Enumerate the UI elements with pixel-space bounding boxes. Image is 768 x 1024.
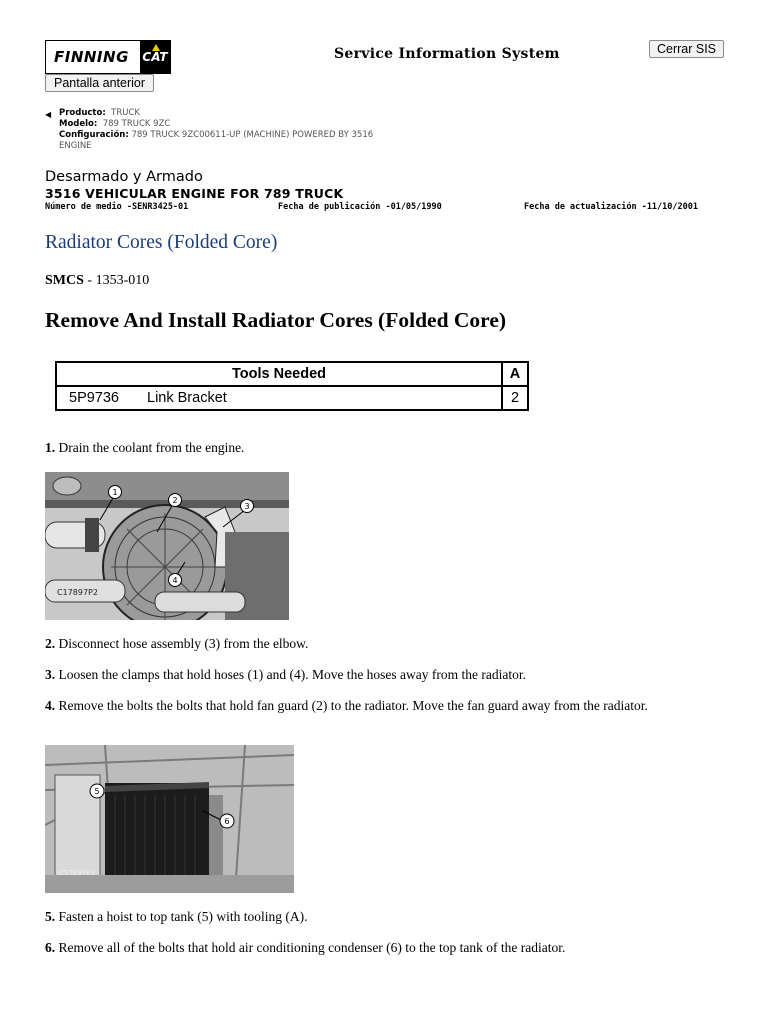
config-value-continued: ENGINE <box>59 141 92 151</box>
callout-2: 2 <box>172 496 178 505</box>
step-6 <box>45 940 725 956</box>
model-row <box>59 119 373 130</box>
step-text: Remove all of the bolts that hold air conditioning condenser (6) to the top tank of the radiator. <box>55 940 566 955</box>
smcs-label: SMCS <box>45 273 84 288</box>
column-a-header: A <box>502 362 528 386</box>
tool-part-number: 5P9736 <box>69 390 119 406</box>
product-label: Producto: <box>59 108 106 118</box>
finning-cat-logo <box>45 40 171 74</box>
callout-3: 3 <box>244 502 250 511</box>
cat-triangle-icon <box>152 44 160 51</box>
step-number: 5. <box>45 909 56 924</box>
cat-logo <box>140 41 170 73</box>
model-value: 789 TRUCK 9ZC <box>102 119 171 129</box>
tool-name: Link Bracket <box>147 390 227 406</box>
step-text: Disconnect hose assembly (3) from the elbow. <box>55 636 309 651</box>
system-title: Service Information System <box>334 46 560 62</box>
product-value: TRUCK <box>111 108 140 118</box>
callout-5: 5 <box>94 787 100 796</box>
step-text: Remove the bolts the bolts that hold fan guard (2) to the radiator. Move the fan guard away from the radiator. <box>55 698 648 713</box>
step-4 <box>45 698 725 714</box>
figure-radiator-hoses <box>45 472 289 620</box>
step-2 <box>45 636 725 652</box>
finning-logo-text: FINNING <box>54 48 129 66</box>
step-text: Fasten a hoist to top tank (5) with tooling (A). <box>55 909 308 924</box>
media-number: Número de medio -SENR3425-01 <box>45 202 189 212</box>
figure-radiator-hoist <box>45 745 294 893</box>
previous-screen-button[interactable]: Pantalla anterior <box>45 74 154 92</box>
document-category: Desarmado y Armado <box>45 169 203 185</box>
config-row <box>59 130 373 141</box>
tool-cell <box>56 386 502 410</box>
callout-1: 1 <box>112 488 118 497</box>
figure-caption: C17897P2 <box>57 588 98 597</box>
engine-title: 3516 VEHICULAR ENGINE FOR 789 TRUCK <box>45 186 344 201</box>
callout-4: 4 <box>172 576 178 585</box>
step-5 <box>45 909 725 925</box>
radiator-hoses-illustration <box>45 472 289 620</box>
product-row <box>59 108 373 119</box>
tools-needed-header: Tools Needed <box>56 362 502 386</box>
close-sis-button[interactable]: Cerrar SIS <box>649 40 724 58</box>
step-number: 6. <box>45 940 56 955</box>
config-label: Configuración: <box>59 130 129 140</box>
figure-caption: C17897P3 <box>59 869 95 877</box>
step-text: Drain the coolant from the engine. <box>55 440 245 455</box>
model-label: Modelo: <box>59 119 98 129</box>
config-value: 789 TRUCK 9ZC00611-UP (MACHINE) POWERED BY 3516 <box>131 130 374 140</box>
radiator-hoist-illustration <box>45 745 294 893</box>
section-title: Radiator Cores (Folded Core) <box>45 232 278 253</box>
product-info <box>45 108 373 152</box>
step-number: 3. <box>45 667 56 682</box>
step-text: Loosen the clamps that hold hoses (1) and (4). Move the hoses away from the radiator. <box>55 667 527 682</box>
cat-logo-text: CAT <box>142 50 168 64</box>
step-number: 4. <box>45 698 56 713</box>
smcs-code <box>45 273 149 289</box>
table-row <box>56 386 528 410</box>
publication-date: Fecha de publicación -01/05/1990 <box>278 202 442 212</box>
table-header-row <box>56 362 528 386</box>
step-number: 1. <box>45 440 56 455</box>
back-arrow-icon[interactable]: ◀ <box>45 110 52 119</box>
step-1 <box>45 440 725 456</box>
procedure-title: Remove And Install Radiator Cores (Folded Core) <box>45 308 507 332</box>
tools-needed-table <box>55 361 529 411</box>
step-3 <box>45 667 725 683</box>
update-date: Fecha de actualización -11/10/2001 <box>524 202 698 212</box>
step-number: 2. <box>45 636 56 651</box>
smcs-value: - 1353-010 <box>83 273 150 288</box>
callout-6: 6 <box>224 817 230 826</box>
tool-quantity: 2 <box>502 386 528 410</box>
